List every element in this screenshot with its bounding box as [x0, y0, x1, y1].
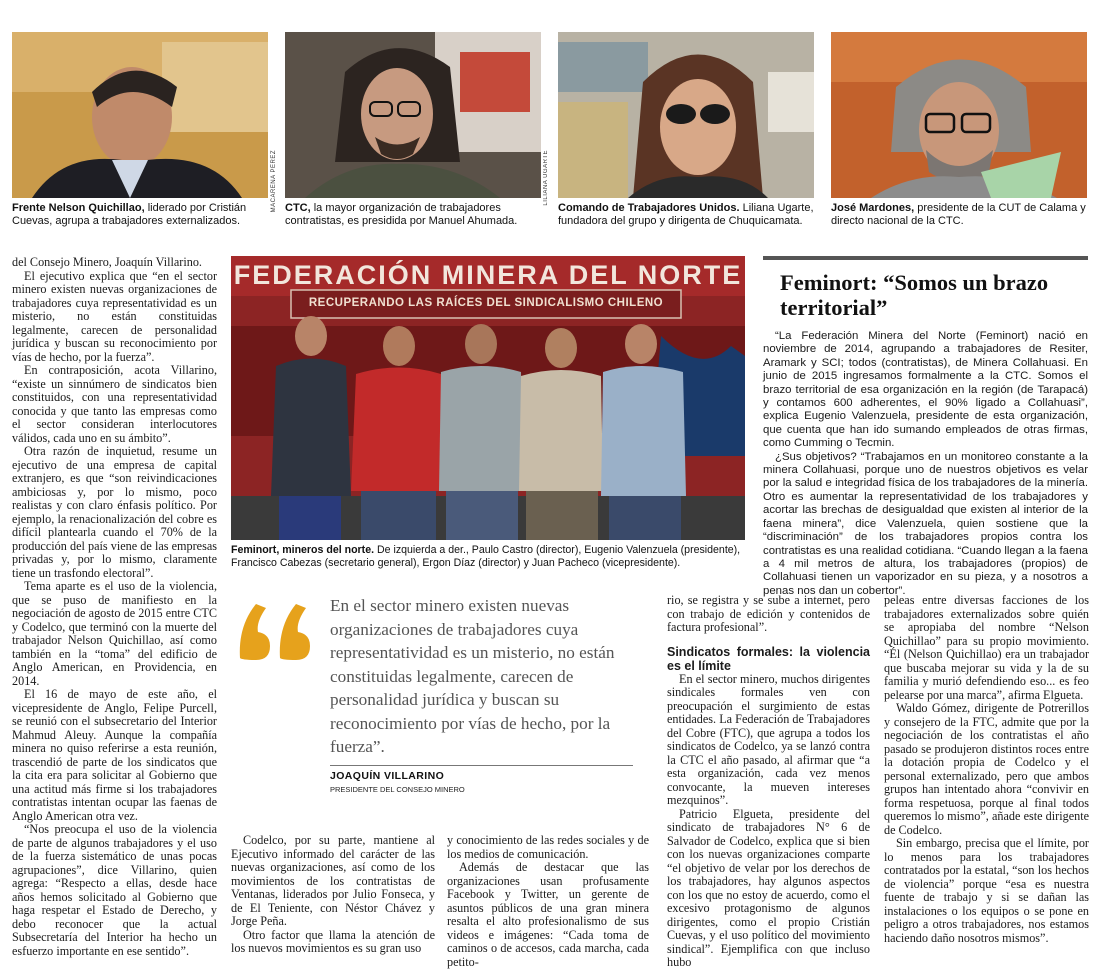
photo-nelson-quichillao-front	[12, 32, 268, 198]
photo-credit-liliana: LILIANA UGARTE	[543, 150, 549, 206]
photo-caption-2: CTC, la mayor organización de trabajadores contratistas, es presidida por Manuel Ahumada.	[285, 202, 518, 227]
article-column-5: peleas entre diversas facciones de los trabajadores externalizados sobre quién se apropiaba del nombre “Nelson Quichillao” para su propio movimiento. “Él (Nelson Quichillao) era un trabajador que buscaba mejorar su vida y la de su familia y murió defendiendo eso... es feo pelearse por una marca”, afirma Elgueta. Waldo Gómez, dirigente de Potrerillos y consejero de la FTC, admite que por la negociación de los contratistas el año pasado se produjeron distintos roces entre la dotación propia de Codelco y el personal externalizado, pero que ambos grupos han intentado ahora “convivir en forma respetuosa, porque al final todos queremos lo mismo”, añade este dirigente de Codelco. Sin embargo, precisa que el límite, por lo menos para los trabajadores contratados por la estatal, “son los hechos de violencia” porque “esa es nuestra fuente de trabajo y si se dañan las instalaciones o los equipos o se pone en peligro a otros trabajadores, nos estamos haciendo daño nosotros mismos”.	[884, 593, 1089, 945]
portrait-man-grey-hair-image	[831, 32, 1087, 198]
article-column-4: rio, se registra y se sube a internet, pero con trabajo de edición y contenidos de factura profesional”. Sindicatos formales: la violencia es el límite En el sector minero, muchos dirigentes sindicales formales ven con preocupación el surgimiento de estas entidades. La Federación de Trabajadores del Cobre (FTC), que agrupa a todos los sindicatos de Codelco, ya se lanzó contra la CTC el año pasado, al afirmar que “a esta organización, cada vez menos convocante, la mueven intereses mezquinos”. Patricio Elgueta, presidente del sindicato de trabajadores N° 6 de Salvador de Codelco, explica que si bien con los nuevas organizaciones comparte “el objetivo de velar por los derechos de los trabajadores, hay algunos aspectos con los que no estoy de acuerdo, como el excesivo protagonismo de algunos dirigentes, como el propio Cristián Cuevas, y el uso político del movimiento sindical”. Ejemplifica con que incluso hubo	[667, 593, 870, 969]
pull-quote-text: En el sector minero existen nuevas organizaciones de trabajadores cuya representatividad es un misterio, no están constituidas legalmente, carecen de personalidad jurídica y buscan su reconocimiento por vías de hecho, por la fuerza”.	[330, 596, 615, 756]
photo-credit-macarena: MACARENA PÉREZ	[271, 150, 277, 213]
group-photo-caption: Feminort, mineros del norte. De izquierda a der., Paulo Castro (director), Eugenio Valenzuela (presidente), Francisco Cabezas (secretario general), Ergon Díaz (director) y Juan Pacheco (vicepresidente).	[231, 544, 741, 569]
photo-caption-4: José Mardones, presidente de la CUT de Calama y directo nacional de la CTC.	[831, 202, 1086, 227]
portrait-man-suit-image	[12, 32, 268, 198]
photo-comando	[558, 32, 814, 198]
portrait-man-glasses-image	[285, 32, 541, 198]
photo-ctc	[285, 32, 541, 198]
quote-divider	[330, 765, 633, 766]
photo-feminort-group	[231, 256, 745, 540]
quote-author: JOAQUÍN VILLARINO	[330, 770, 445, 782]
banner-title: FEDERACIÓN MINERA DEL NORTE	[233, 260, 743, 290]
article-column-2: Codelco, por su parte, mantiene al Ejecutivo informado del carácter de las nuevas organizaciones, así como de los movimientos de los contratistas de Ventanas, liderados por Julio Fonseca, y de El Teniente, con Néstor Chávez y Jorge Peña. Otro factor que llama la atención de los nuevos movimientos es su gran uso	[231, 833, 435, 955]
sidebar-top-rule	[763, 256, 1088, 260]
article-column-1: del Consejo Minero, Joaquín Villarino. El ejecutivo explica que “en el sector minero existen nuevas organizaciones de trabajadores cuya representatividad es un misterio, no están constituidas legalmente, carecen de personalidad jurídica y buscan su reconocimiento por vías de hecho, por la fuerza”. En contraposición, acota Villarino, “existe un sinnúmero de sindicatos bien constituidos, con una representatividad conocida y que tanto las empresas como el sector consideran interlocutores válidos, cada uno en su ámbito”. Otra razón de inquietud, resume un ejecutivo de una empresa de capital extranjero, es que “son reivindicaciones ambiciosas y, por lo mismo, poco realistas y con claro énfasis político. Por ejemplo, la renacionalización del cobre es difícil plantearla cuando el 70% de la producción del país viene de las empresas privadas y, por lo mismo, claramente tiene un trasfondo electoral”. Tema aparte es el uso de la violencia, que se puso de manifiesto en la negociación de agosto de 2015 entre CTC y Codelco, que terminó con la muerte del trabajador Nelson Quichillao, así como también en la “toma” del edificio de Anglo American, en Providencia, en 2014. El 16 de mayo de este año, el vicepresidente de Anglo, Felipe Purcell, se reunió con el subsecretario del Interior Mahmud Aleuy. Aunque la compañía minera no quiso referirse a esta reunión, trascendió de parte de los sindicatos que la cita era para solicitar al Gobierno que una actitud más firme si los trabajadores contratistas intentan ocupar las faenas de Anglo American otra vez. “Nos preocupa el uso de la violencia de parte de algunos trabajadores y el uso de la fuerza sistemático de unas pocas agrupaciones”, dice Villarino, quien agrega: “Respecto a ellas, desde hace años hemos solicitado al Gobierno que haga respetar el Estado de Derecho, y debo reconocer que la actual Subsecretaría del Interior ha hecho un esfuerzo importante en ese sentido”.	[12, 255, 217, 958]
sidebar-title: Feminort: “Somos un brazo territorial”	[780, 270, 1049, 320]
quote-author-role: PRESIDENTE DEL CONSEJO MINERO	[330, 785, 465, 794]
photo-jose-mardones	[831, 32, 1087, 198]
photo-caption-3: Comando de Trabajadores Unidos. Liliana Ugarte, fundadora del grupo y dirigenta de Chuquicamata.	[558, 202, 814, 227]
quote-mark-icon	[236, 596, 316, 666]
portrait-woman-sunglasses-image	[558, 32, 814, 198]
article-column-3: y conocimiento de las redes sociales y de los medios de comunicación. Además de destacar que las organizaciones usan profusamente Facebook y Twitter, un gerente de asuntos públicos de una gran minera resalta el alto profesionalismo de sus videos e imágenes: “Cada toma de caminos o de accesos, cada marcha, cada petito-	[447, 833, 649, 969]
photo-caption-1: Frente Nelson Quichillao, liderado por Cristián Cuevas, agrupa a trabajadores externalizados.	[12, 202, 247, 227]
sidebar-body: “La Federación Minera del Norte (Feminort) nació en noviembre de 2014, agrupando a trabajadores de Resiter, Aramark y SCI; todos (contratistas), de Minera Collahuasi. En junio de 2015 ingresamos formalmente a la CTC. Somos el brazo territorial de esa organización en la región (de Tarapacá) y contamos 600 adherentes, el 90% ligado a Collahuasi”, explica Eugenio Valenzuela, presidente de esta organización, que cuenta que han ido sumando empleados de otras firmas, como Cumming o Tecmin. ¿Sus objetivos? “Trabajamos en un monitoreo constante a la minera Collahuasi, porque uno de nuestros objetivos es velar por la salud e integridad física de los trabajadores de la minería. Otro es aumentar la representatividad de los trabajadores y acortar las brechas de desigualdad que existen al interior de la faena minera”, dice Valenzuela, quien sostiene que la “discriminación” de los trabajadores propios contra los contratistas es una realidad cotidiana. “Cuando llegan a la faena a 4 mil metros de altura, los trabajadores (propios) de Collahuasi tienen un vaporizador en su pieza, y a nosotros a penas nos dan un cobertor”.	[763, 330, 1088, 597]
banner-subtitle: RECUPERANDO LAS RAÍCES DEL SINDICALISMO CHILENO	[308, 297, 664, 309]
section-subhead: Sindicatos formales: la violencia es el límite	[667, 644, 870, 673]
